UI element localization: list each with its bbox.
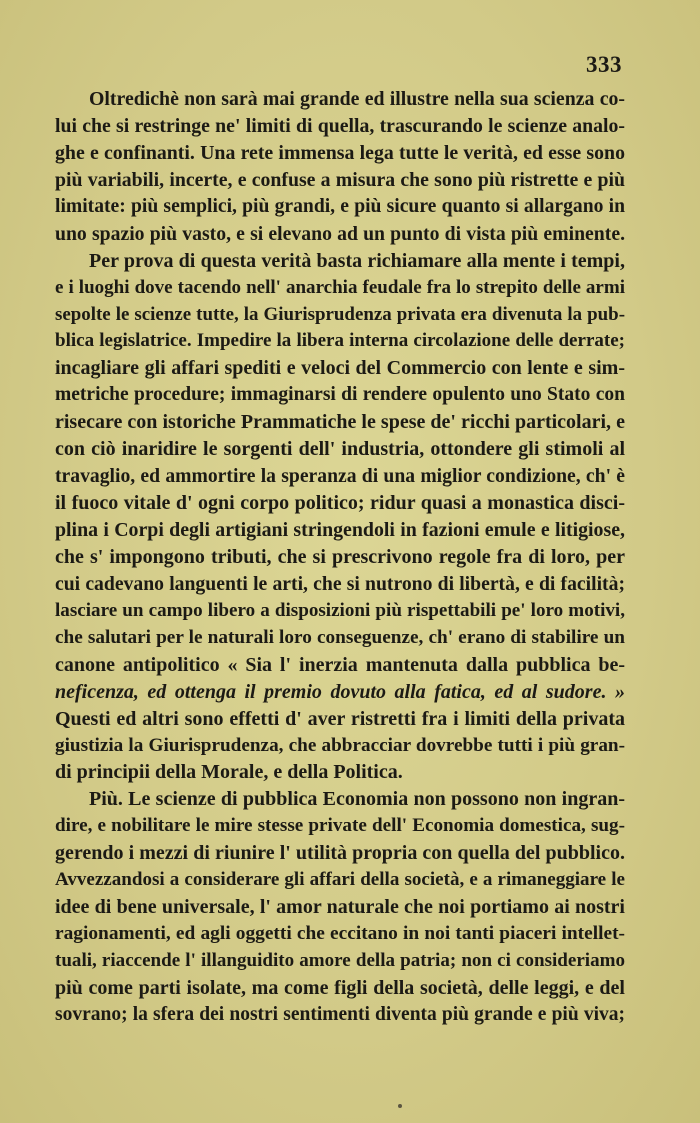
text-line: che salutari per le naturali loro conseguenze, ch' erano di stabilire un	[55, 626, 625, 648]
text-line: uno spazio più vasto, e si elevano ad un punto di vista più eminente.	[55, 222, 625, 245]
text-line: limitate: più semplici, più grandi, e più sicure quanto si allargano in	[55, 195, 625, 217]
text-line: metriche procedure; immaginarsi di rendere opulento uno Stato con	[55, 384, 625, 406]
text-line: blica legislatrice. Impedire la libera interna circolazione delle derrate;	[55, 330, 625, 352]
ink-speck	[398, 1104, 402, 1108]
text-line: plina i Corpi degli artigiani stringendoli in fazioni emule e litigiose,	[55, 519, 625, 541]
text-line: Più. Le scienze di pubblica Economia non possono non ingran-	[89, 788, 625, 811]
text-line: gerendo i mezzi di riunire l' utilità propria con quella del pubblico.	[55, 842, 625, 865]
text-line: Questi ed altri sono effetti d' aver ristretti fra i limiti della privata	[55, 707, 625, 730]
text-line: più variabili, incerte, e confuse a misura che sono più ristrette e più	[55, 168, 625, 191]
text-line: più come parti isolate, ma come figli della società, delle leggi, e del	[55, 976, 625, 999]
text-line: e i luoghi dove tacendo nell' anarchia feudale fra lo strepito delle armi	[55, 276, 625, 298]
page-number: 333	[586, 52, 622, 77]
text-line: Avvezzandosi a considerare gli affari della società, e a rimaneggiare le	[55, 869, 625, 891]
italic-quote-line: neficenza, ed ottenga il premio dovuto alla fatica, ed al sudore. »	[55, 680, 625, 703]
text-line: lasciare un campo libero a disposizioni più rispettabili pe' loro motivi,	[55, 599, 625, 621]
text-line: cui cadevano languenti le arti, che si nutrono di libertà, e di facilità;	[55, 572, 625, 595]
text-line: ragionamenti, ed agli oggetti che eccitano in noi tanti piaceri intellet-	[55, 923, 625, 945]
text-line: travaglio, ed ammortire la speranza di una miglior condizione, ch' è	[55, 465, 625, 488]
text-line: canone antipolitico « Sia l' inerzia mantenuta dalla pubblica be-	[55, 653, 625, 676]
text-line: sepolte le scienze tutte, la Giurisprudenza privata era divenuta la pub-	[55, 303, 625, 325]
text-line: tuali, riaccende l' illanguidito amore della patria; non ci consideriamo	[55, 950, 625, 971]
text-line: incagliare gli affari spediti e veloci del Commercio con lente e sim-	[55, 357, 625, 380]
text-line: Per prova di questa verità basta richiamare alla mente i tempi,	[89, 249, 625, 272]
text-line: lui che si restringe ne' limiti di quella, trascurando le scienze analo-	[55, 114, 625, 137]
text-line: con ciò inaridire le sorgenti dell' industria, ottondere gli stimoli al	[55, 438, 625, 461]
text-line: il fuoco vitale d' ogni corpo politico; ridur quasi a monastica disci-	[55, 492, 625, 515]
text-line: dire, e nobilitare le mire stesse private dell' Economia domestica, sug-	[55, 815, 625, 837]
text-line: di principii della Morale, e della Politica.	[55, 761, 403, 784]
body-text	[55, 86, 625, 1029]
text-line: Oltredichè non sarà mai grande ed illustre nella sua scienza co-	[89, 88, 625, 110]
text-line: idee di bene universale, l' amor naturale che noi portiamo ai nostri	[55, 896, 625, 919]
text-line: sovrano; la sfera dei nostri sentimenti diventa più grande e più viva;	[55, 1003, 625, 1025]
text-line: ghe e confinanti. Una rete immensa lega tutte le verità, ed esse sono	[55, 141, 625, 164]
text-line: giustizia la Giurisprudenza, che abbracciar dovrebbe tutti i più gran-	[55, 734, 625, 756]
text-line: risecare con istoriche Prammatiche le spese de' ricchi particolari, e	[55, 411, 625, 434]
text-line: che s' impongono tributi, che si prescrivono regole fra di loro, per	[55, 545, 625, 568]
